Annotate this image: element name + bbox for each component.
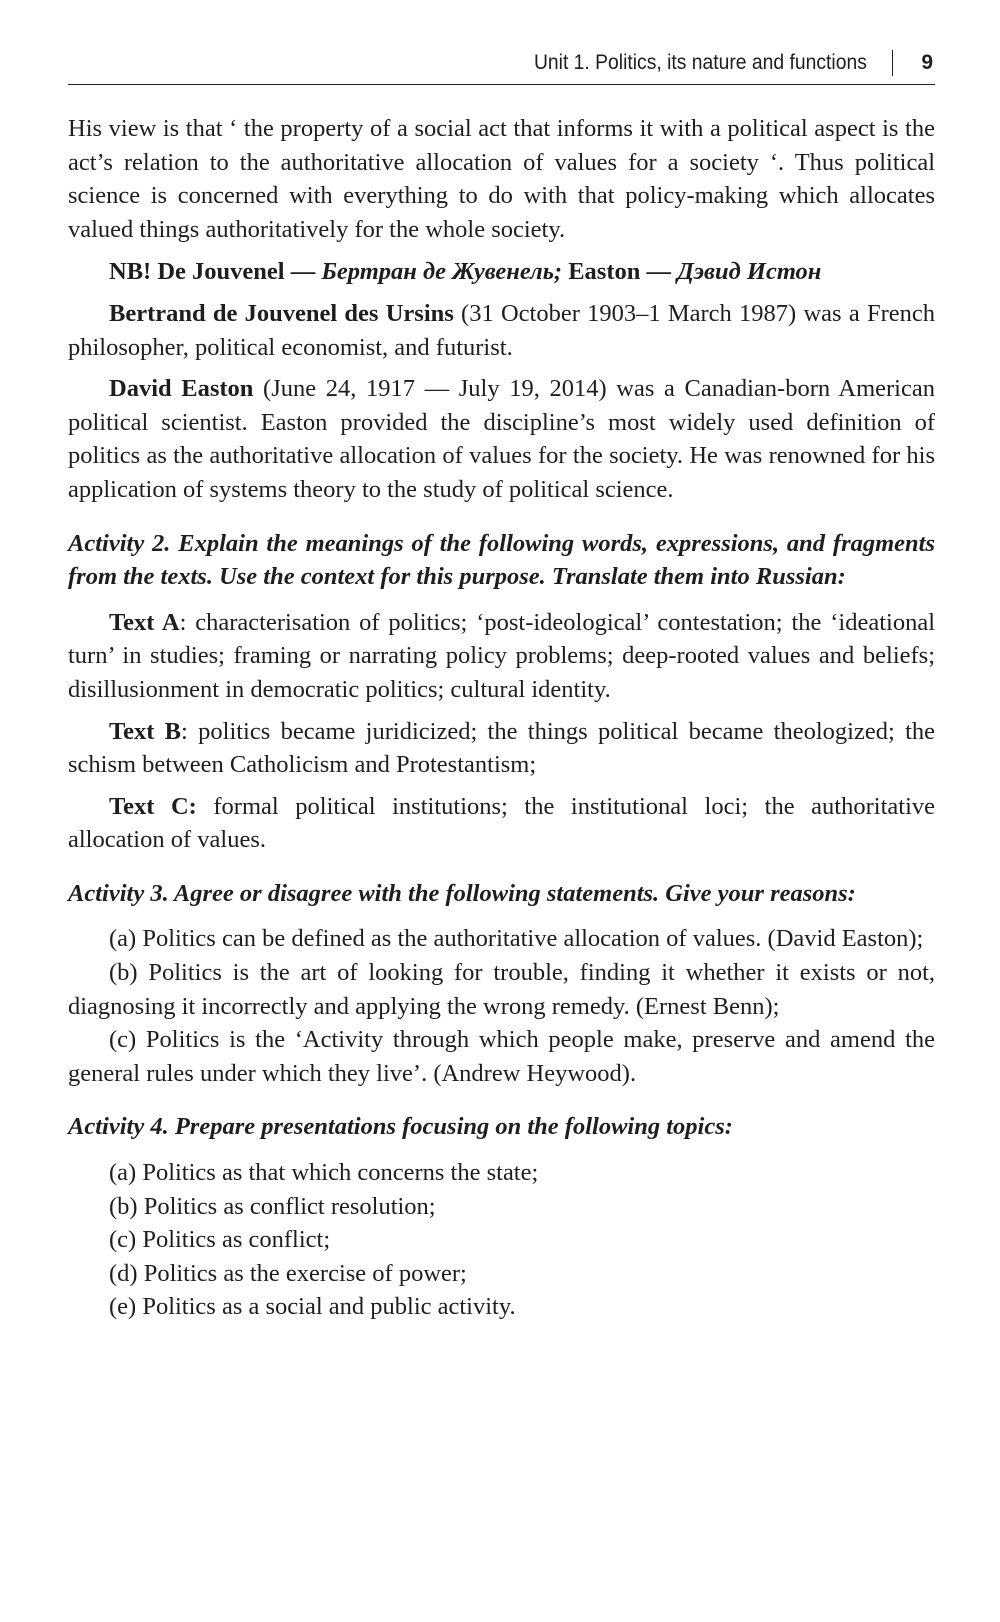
nb-label: NB! De Jouvenel — <box>109 258 316 286</box>
statement-a: (a) Politics can be defined as the authoritative allocation of values. (David Easton); <box>109 925 924 953</box>
list-item: (b) Politics as conflict resolution; <box>109 1192 436 1220</box>
bio-text: (31 October 1903–1 March 1987) was a French philosopher, political economist, and futurist. <box>68 299 935 361</box>
bio-text: (June 24, 1917 — July 19, 2014) was a Canadian-born American political scientist. Easton provided the discipline’s most widely used definition of politics as the authoritative allocation of values for the society. He was renowned for his application of systems theory to the study of political science. <box>68 375 935 503</box>
topic-list <box>68 1156 935 1324</box>
list-item: (d) Politics as the exercise of power; <box>109 1259 467 1287</box>
activity-2-text-c <box>68 790 935 857</box>
text-body: : politics became juridicized; the things political became theologized; the schism between Catholicism and Protestantism; <box>68 717 936 779</box>
nb-note <box>68 255 935 289</box>
statement-b: (b) Politics is the art of looking for trouble, finding it whether it exists or not, diagnosing it incorrectly and applying the wrong remedy. (Ernest Benn); <box>68 959 935 1020</box>
list-item: (e) Politics as a social and public activity. <box>109 1293 516 1321</box>
text-body: formal political institutions; the institutional loci; the authoritative allocation of values. <box>68 792 935 854</box>
header-title: Unit 1. Politics, its nature and functions <box>534 51 867 74</box>
text-label: Text C: <box>109 792 197 820</box>
bio-name: Bertrand de Jouvenel des Ursins <box>109 299 454 327</box>
activity-2-text-b <box>68 715 935 782</box>
nb-easton-label: Easton — <box>568 258 672 286</box>
page-body <box>68 112 935 1324</box>
list-item: (c) Politics as conflict; <box>109 1226 331 1254</box>
text-label: Text B <box>109 717 182 745</box>
activity-3-heading: Activity 3. Agree or disagree with the following statements. Give your reasons: <box>68 879 856 907</box>
intro-paragraph: His view is that ‘ the property of a social act that informs it with a political aspect is the act’s relation to the authoritative allocation of values for a society ‘. Thus political science is concerned with everything to do with that policy-making which allocates valued things authoritatively for the whole society. <box>68 115 935 243</box>
running-header <box>68 48 935 85</box>
activity-2-heading: Activity 2. Explain the meanings of the following words, expressions, and fragments from the texts. Use the context for this purpose. Translate them into Russian: <box>68 529 935 591</box>
bio-name: David Easton <box>109 375 254 403</box>
nb-easton-russian: Дэвид Истон <box>677 258 822 286</box>
text-label: Text A <box>109 608 180 636</box>
bio-jouvenel <box>68 297 935 364</box>
text-body: : characterisation of politics; ‘post-ideological’ contestation; the ‘ideational turn’ in studies; framing or narrating policy problems; deep-rooted values and beliefs; disillusionment in democratic politics; cultural identity. <box>68 608 936 703</box>
list-item: (a) Politics as that which concerns the state; <box>109 1159 539 1187</box>
bio-easton <box>68 372 935 506</box>
activity-4-heading: Activity 4. Prepare presentations focusing on the following topics: <box>68 1113 733 1141</box>
page-number: 9 <box>921 51 933 74</box>
nb-jouvenel-russian: Бертран де Жувенель; <box>321 258 563 286</box>
statement-c: (c) Politics is the ‘Activity through which people make, preserve and amend the general rules under which they live’. (Andrew Heywood). <box>68 1026 935 1087</box>
header-separator <box>892 50 894 76</box>
activity-2-text-a <box>68 606 935 707</box>
